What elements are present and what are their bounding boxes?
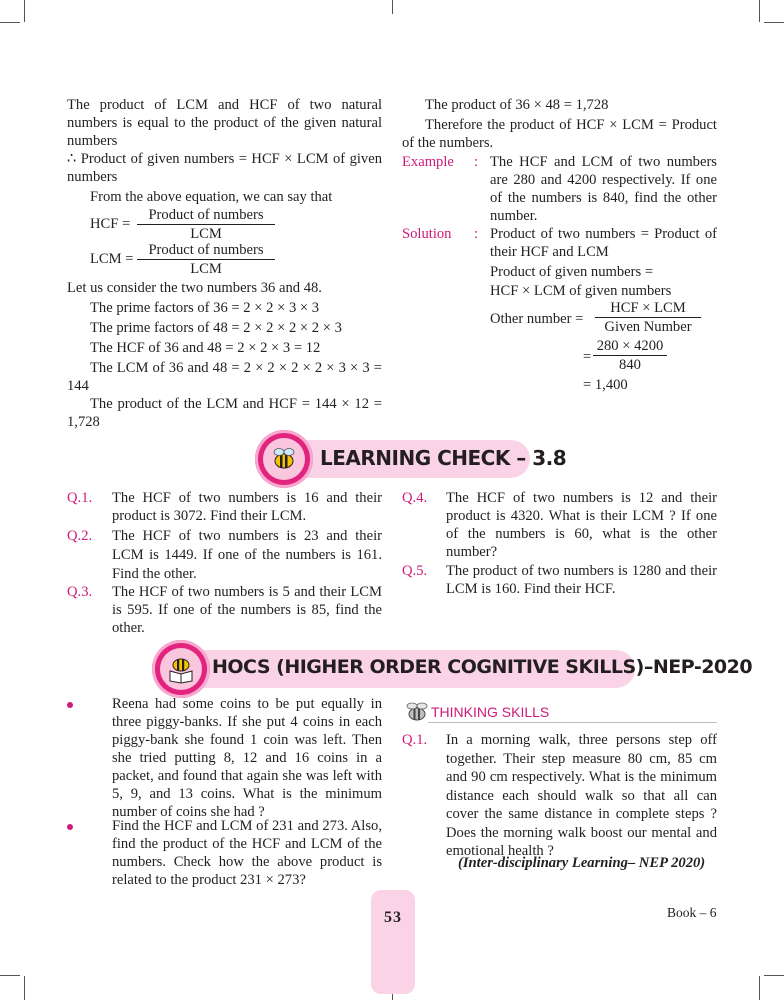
crop-mark	[24, 976, 25, 1000]
other-number-numerator: HCF × LCM	[595, 299, 701, 318]
therefore-product-text: Therefore the product of HCF × LCM = Product of the numbers.	[402, 117, 717, 151]
question-label: Q.2.	[67, 528, 93, 544]
crop-mark	[0, 22, 20, 23]
thinking-question-text: In a morning walk, three persons step off together. Their step measure 80 cm, 85 cm and 90 cm respectively. What is the minimum distance each should walk so that all can cover the same distance in complete steps ? Does the morning walk boost our mental and emotional health ?	[446, 732, 717, 859]
calculation-fraction	[593, 337, 667, 374]
intro-text: The product of LCM and HCF of two natural numbers is equal to the product of the given natural numbers	[67, 97, 382, 149]
lcm-line: The LCM of 36 and 48 = 2 × 2 × 2 × 2 × 3 × 3 = 144	[67, 360, 382, 394]
example-text: The HCF and LCM of two numbers are 280 and 4200 respectively. If one of the numbers is 840, find the other number.	[490, 154, 717, 224]
nep-note: (Inter-disciplinary Learning– NEP 2020)	[458, 855, 706, 871]
crop-mark	[764, 975, 784, 976]
question-label: Q.3.	[67, 584, 93, 600]
bullet-icon	[67, 702, 73, 708]
page-number: 53	[384, 909, 402, 926]
example-label: Example	[402, 154, 454, 170]
bee-icon	[263, 438, 305, 480]
lcm-denominator: LCM	[190, 261, 222, 277]
calculation-numerator: 280 × 4200	[593, 337, 667, 356]
solution-text: Product of two numbers = Product of their HCF and LCM	[490, 226, 717, 260]
learning-check-title: LEARNING CHECK – 3.8	[320, 446, 567, 470]
lcm-label: LCM =	[90, 251, 134, 267]
result-text: = 1,400	[583, 377, 628, 393]
learning-check-badge	[255, 430, 313, 488]
question-text: The HCF of two numbers is 12 and their product is 4320. What is their LCM ? If one of the numbers is 60, what is the other number?	[446, 490, 717, 560]
book-label: Book – 6	[667, 905, 717, 920]
hcf-label: HCF =	[90, 216, 131, 232]
solution-line-2: Product of given numbers =	[490, 264, 654, 280]
bullet-icon	[67, 824, 73, 830]
from-equation-text: From the above equation, we can say that	[90, 189, 333, 205]
question-label: Q.1.	[67, 490, 93, 506]
product-line: The product of the LCM and HCF = 144 × 12 = 1,728	[67, 396, 382, 430]
hocs-bullet-text: Find the HCF and LCM of 231 and 273. Also, find the product of the HCF and LCM of the numbers. Check how the above product is related to the product 231 × 273?	[112, 818, 382, 888]
thinking-skills-divider	[428, 722, 717, 723]
reading-bee-icon	[160, 648, 202, 690]
hcf-denominator: LCM	[190, 226, 222, 242]
equals-sign: =	[583, 349, 592, 365]
hcf-line: The HCF of 36 and 48 = 2 × 2 × 3 = 12	[90, 340, 321, 356]
hocs-badge	[152, 640, 210, 698]
crop-mark	[764, 22, 784, 23]
crop-mark	[0, 975, 20, 976]
thinking-question-label: Q.1.	[402, 732, 428, 748]
solution-line-3: HCF × LCM of given numbers	[490, 283, 672, 299]
crop-mark	[392, 0, 393, 14]
thinking-bee-icon	[404, 700, 430, 724]
question-label: Q.5.	[402, 563, 428, 579]
other-number-fraction	[595, 299, 701, 336]
solution-colon: :	[474, 226, 479, 242]
question-text: The HCF of two numbers is 5 and their LCM is 595. If one of the numbers is 85, find the other.	[112, 584, 382, 636]
page-number-tab	[371, 890, 415, 994]
example-colon: :	[474, 154, 479, 170]
question-text: The HCF of two numbers is 16 and their product is 3072. Find their LCM.	[112, 490, 382, 524]
product-36-48: The product of 36 × 48 = 1,728	[425, 97, 609, 113]
consider-text: Let us consider the two numbers 36 and 48.	[67, 280, 322, 296]
other-number-denominator: Given Number	[604, 319, 692, 335]
calculation-denominator: 840	[619, 357, 641, 373]
hcf-fraction	[137, 206, 275, 243]
crop-mark	[759, 976, 760, 1000]
therefore-text: ∴ Product of given numbers = HCF × LCM of given numbers	[67, 151, 382, 185]
hocs-title: HOCS (HIGHER ORDER COGNITIVE SKILLS)–NEP-2020	[212, 656, 753, 678]
solution-label: Solution	[402, 226, 452, 242]
other-number-label: Other number =	[490, 311, 584, 327]
crop-mark	[759, 0, 760, 22]
lcm-fraction	[137, 241, 275, 278]
question-text: The product of two numbers is 1280 and their LCM is 160. Find their HCF.	[446, 563, 717, 597]
question-label: Q.4.	[402, 490, 428, 506]
hocs-bullet-text: Reena had some coins to be put equally in three piggy-banks. If she put 4 coins in each piggy-bank she found 1 coin was left. Then she tried putting 8, 12 and 16 coins in a packet, and found that again she was left with 5, 9, and 13 coins. What is the minimum number of coins she had ?	[112, 696, 382, 820]
question-text: The HCF of two numbers is 23 and their LCM is 1449. If one of the numbers is 161. Find the other.	[112, 528, 382, 582]
prime-factors-48: The prime factors of 48 = 2 × 2 × 2 × 2 × 3	[90, 320, 342, 336]
crop-mark	[24, 0, 25, 22]
hcf-numerator: Product of numbers	[137, 206, 275, 225]
thinking-skills-title: THINKING SKILLS	[431, 704, 550, 720]
lcm-numerator: Product of numbers	[137, 241, 275, 260]
prime-factors-36: The prime factors of 36 = 2 × 2 × 3 × 3	[90, 300, 320, 316]
